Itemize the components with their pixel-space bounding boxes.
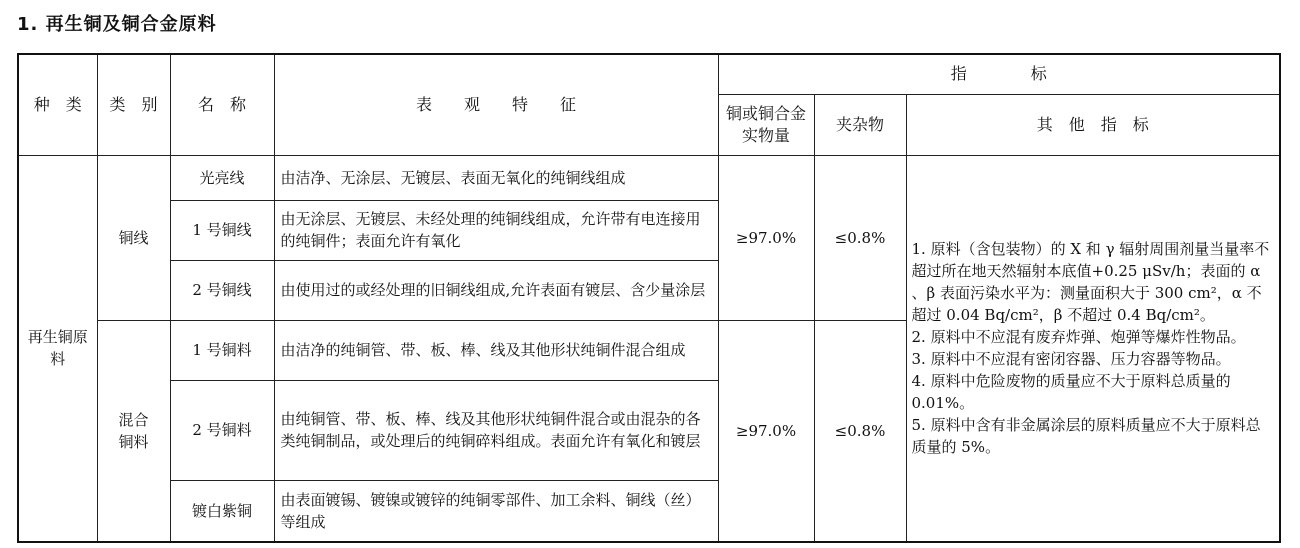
copper-content-cell: ≥97.0% (718, 320, 814, 542)
impurities-cell: ≤0.8% (814, 155, 906, 320)
name-cell: 光亮线 (170, 155, 274, 200)
indicator-item: 2. 原料中不应混有废弃炸弹、炮弹等爆炸性物品。 (911, 328, 1246, 347)
header-other-indicators: 其 他 指 标 (906, 94, 1280, 155)
name-cell: 1 号铜料 (170, 320, 274, 380)
indicator-item: 5. 原料中含有非金属涂层的原料质量应不大于原料总质量的 5%。 (911, 416, 1261, 457)
indicator-item: 1. 原料（含包装物）的 X 和 γ 辐射周围剂量当量率不超过所在地天然辐射本底值+0.25 μSv/h；表面的 α 、β 表面污染水平为：测量面积大于 300 cm²，α 不超过 0.04 Bq/cm²，β 不超过 0.4 Bq/cm²。 (911, 240, 1270, 325)
name-cell: 镀白紫铜 (170, 480, 274, 542)
impurities-cell: ≤0.8% (814, 320, 906, 542)
copper-material-spec-table (17, 53, 1281, 543)
name-cell: 2 号铜线 (170, 260, 274, 320)
table-row (18, 155, 1280, 200)
kind-cell: 再生铜原料 (18, 155, 97, 542)
copper-content-cell: ≥97.0% (718, 155, 814, 320)
header-impurities: 夹杂物 (814, 94, 906, 155)
name-cell: 2 号铜料 (170, 380, 274, 480)
header-kind: 种 类 (18, 54, 97, 155)
features-cell: 由洁净、无涂层、无镀层、表面无氧化的纯铜线组成 (274, 155, 718, 200)
header-name: 名 称 (170, 54, 274, 155)
other-indicators-cell (906, 155, 1280, 542)
features-cell: 由使用过的或经处理的旧铜线组成,允许表面有镀层、含少量涂层 (274, 260, 718, 320)
header-category: 类 别 (97, 54, 170, 155)
category-cell: 铜线 (97, 155, 170, 320)
features-cell: 由洁净的纯铜管、带、板、棒、线及其他形状纯铜件混合组成 (274, 320, 718, 380)
section-title: 1. 再生铜及铜合金原料 (17, 14, 217, 35)
header-features: 表 观 特 征 (274, 54, 718, 155)
header-indicators: 指 标 (718, 54, 1280, 94)
indicator-item: 3. 原料中不应混有密闭容器、压力容器等物品。 (911, 350, 1231, 369)
header-row-1 (18, 54, 1280, 94)
features-cell: 由无涂层、无镀层、未经处理的纯铜线组成，允许带有电连接用的纯铜件；表面允许有氧化 (274, 200, 718, 260)
category-cell: 混合铜料 (97, 320, 170, 542)
indicator-item: 4. 原料中危险废物的质量应不大于原料总质量的 0.01%。 (911, 372, 1231, 413)
name-cell: 1 号铜线 (170, 200, 274, 260)
features-cell: 由纯铜管、带、板、棒、线及其他形状纯铜件混合或由混杂的各类纯铜制品，或处理后的纯铜碎料组成。表面允许有氧化和镀层 (274, 380, 718, 480)
header-copper-content: 铜或铜合金实物量 (718, 94, 814, 155)
features-cell: 由表面镀锡、镀镍或镀锌的纯铜零部件、加工余料、铜线（丝）等组成 (274, 480, 718, 542)
